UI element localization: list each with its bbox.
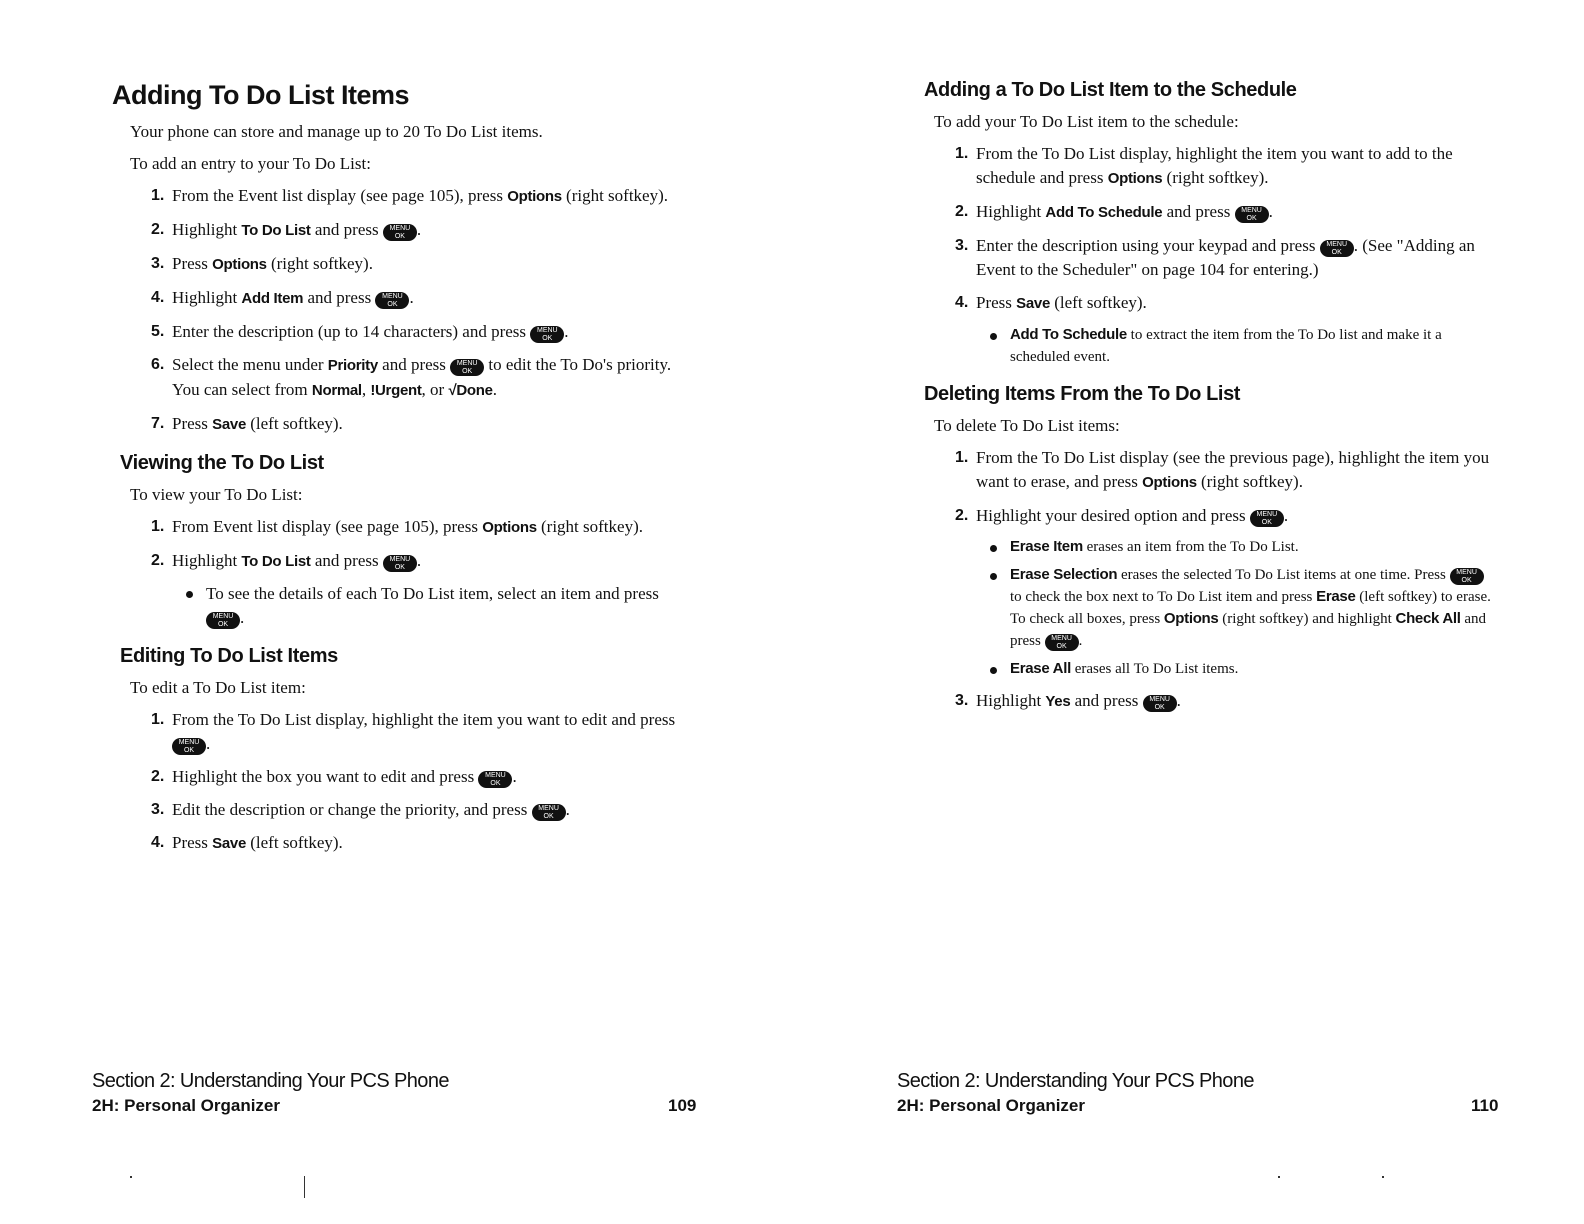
page-title: Adding To Do List Items [112,80,409,110]
list-item: 7. Press Save (left softkey). [151,414,343,433]
menu-ok-key-icon: MENU OK [1250,510,1284,527]
bullet-item: To see the details of each To Do List item, select an item and press MENU OK . [172,582,690,630]
menu-ok-key-icon: MENU OK [206,612,240,629]
viewing-heading: Viewing the To Do List [120,452,324,474]
page-number: 109 [668,1096,697,1115]
edit-steps-list [130,708,690,856]
footer-section: Section 2: Understanding Your PCS Phone [92,1070,449,1092]
menu-ok-key-icon: MENU OK [1143,695,1177,712]
list-item: 1. From the To Do List display, highlight the item you want to add to the schedule and press Options (right softkey). [955,144,1453,187]
menu-ok-key-icon: MENU OK [530,326,564,343]
footer-chapter: 2H: Personal Organizer [92,1096,281,1115]
list-item: 1. From the To Do List display (see the previous page), highlight the item you want to erase, and press Options (right softkey). [955,448,1490,491]
right-column [924,78,1494,723]
list-item: 5. Enter the description (up to 14 characters) and press MENU OK . [151,322,569,342]
bullet-icon [186,591,193,598]
schedule-lead-text: To add your To Do List item to the schedule: [934,112,1239,131]
crop-mark [1278,1176,1280,1178]
list-item: 3. Press Options (right softkey). [151,254,373,273]
list-item: 1. From the To Do List display, highlight the item you want to edit and press MENU OK . [151,710,676,754]
list-item: 6. Select the menu under Priority and press MENU OK to edit the To Do's priority. You can select from Normal, !Urgent, or √Done. [151,355,672,399]
menu-ok-key-icon: MENU OK [532,804,566,821]
bullet-item: Erase Item erases an item from the To Do List. [976,536,1494,558]
menu-ok-key-icon: MENU OK [1235,206,1269,223]
menu-ok-key-icon: MENU OK [1450,568,1484,585]
bullet-icon [990,573,997,580]
bullet-icon [990,333,997,340]
bullet-item: Erase Selection erases the selected To Do List items at one time. Press MENU OK to check the box next to To Do List item and press Erase (left softkey) to erase. To check all boxes, press Options (right softkey) and highlight Check All and press MENU OK . [976,564,1494,652]
menu-ok-key-icon: MENU OK [383,224,417,241]
list-item: 2. Highlight To Do List and press MENU OK . To see the details of each To Do List item, select an item and press MENU OK . [130,549,690,630]
view-bullets [172,582,690,630]
delete-lead-text: To delete To Do List items: [934,416,1120,435]
crop-mark [304,1176,305,1198]
list-item: 2. Highlight To Do List and press MENU OK . [151,220,422,240]
list-item: 2. Highlight Add To Schedule and press MENU OK . [955,202,1273,222]
schedule-steps-list [934,142,1494,368]
right-page [792,0,1584,1224]
bullet-item: Add To Schedule to extract the item from the To Do list and make it a scheduled event. [976,324,1494,368]
intro-text: Your phone can store and manage up to 20 To Do List items. [130,122,543,141]
menu-ok-key-icon: MENU OK [375,292,409,309]
add-steps-list [130,184,690,437]
list-item: 3. Edit the description or change the priority, and press MENU OK . [151,800,570,820]
menu-ok-key-icon: MENU OK [1045,634,1079,651]
menu-ok-key-icon: MENU OK [1320,240,1354,257]
bullet-item: Erase All erases all To Do List items. [976,658,1494,680]
delete-steps-list [934,446,1494,714]
footer-section: Section 2: Understanding Your PCS Phone [897,1070,1254,1092]
deleting-heading: Deleting Items From the To Do List [924,383,1241,405]
list-item: 4. Press Save (left softkey). Add To Schedule to extract the item from the To Do list and make it a scheduled event. [934,291,1494,368]
delete-bullets [976,536,1494,680]
list-item: 2. Highlight your desired option and press MENU OK . Erase Item erases an item from the To Do List. Erase Selection erases the selected To Do List items at one time. Press MENU OK to check the box next to To Do List item and press Erase (left softkey) to erase. To check all boxes, press Options (right softkey) and highlight Check All and press MENU OK . Erase All erases all To Do List items. [934,504,1494,680]
bullet-icon [990,667,997,674]
crop-mark [130,1176,132,1178]
menu-ok-key-icon: MENU OK [478,771,512,788]
schedule-heading: Adding a To Do List Item to the Schedule [924,79,1297,101]
page-number: 110 [1471,1096,1499,1115]
left-column [120,120,690,865]
schedule-bullets [976,324,1494,368]
menu-ok-key-icon: MENU OK [383,555,417,572]
view-steps-list [130,515,690,630]
menu-ok-key-icon: MENU OK [450,359,484,376]
list-item: 3. Enter the description using your keypad and press MENU OK . (See "Adding an Event to the Scheduler" on page 104 for entering.) [955,236,1475,279]
list-item: 1. From Event list display (see page 105), press Options (right softkey). [151,517,643,536]
menu-ok-key-icon: MENU OK [172,738,206,755]
list-item: 3. Highlight Yes and press MENU OK . [955,691,1181,711]
crop-mark [1382,1176,1384,1178]
list-item: 4. Press Save (left softkey). [151,833,343,852]
add-lead-text: To add an entry to your To Do List: [130,154,371,173]
list-item: 2. Highlight the box you want to edit and press MENU OK . [151,767,517,787]
view-lead-text: To view your To Do List: [130,485,303,504]
list-item: 1. From the Event list display (see page 105), press Options (right softkey). [151,186,669,205]
edit-lead-text: To edit a To Do List item: [130,678,306,697]
bullet-icon [990,545,997,552]
list-item: 4. Highlight Add Item and press MENU OK . [151,288,414,308]
editing-heading: Editing To Do List Items [120,645,338,667]
footer-chapter: 2H: Personal Organizer [897,1096,1086,1115]
